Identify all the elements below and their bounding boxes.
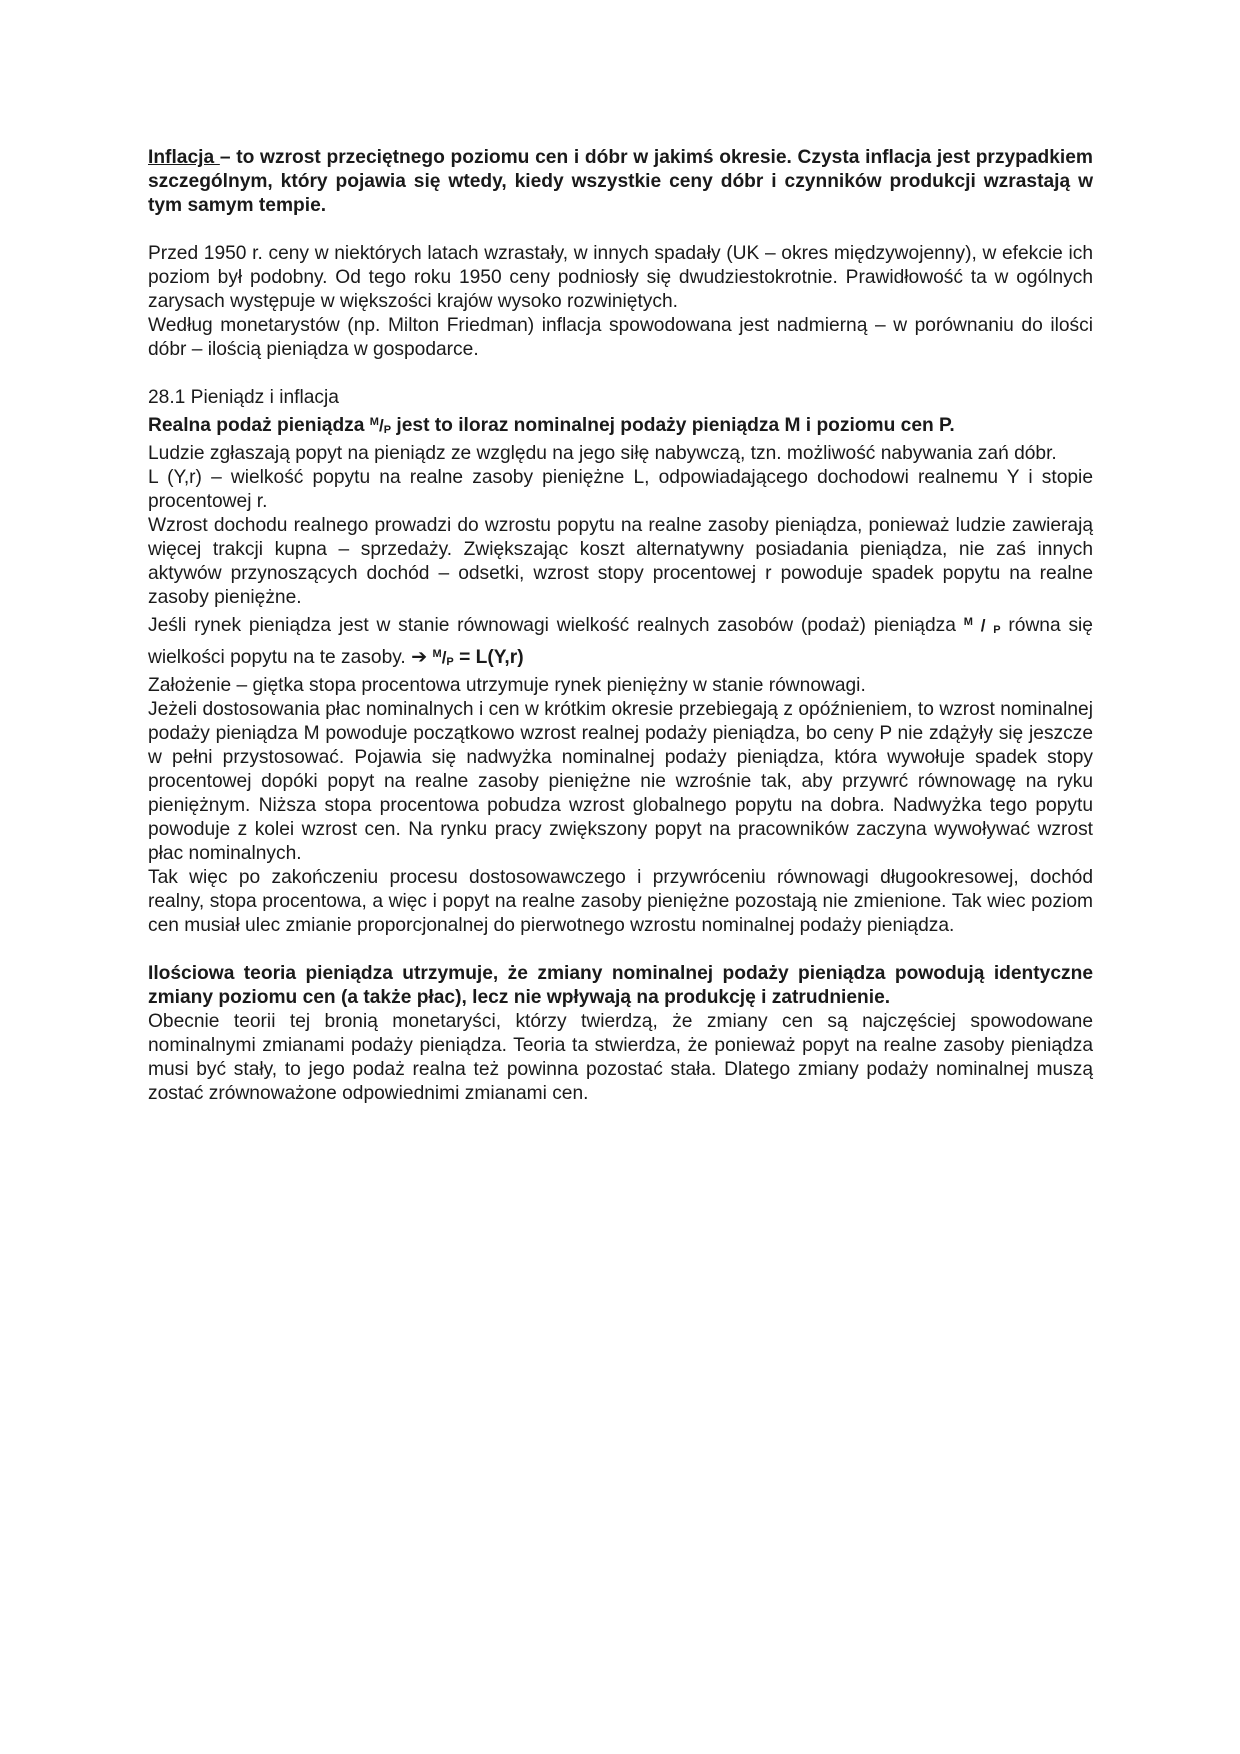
real-supply-label: Realna podaż pieniądza [148, 415, 365, 436]
fraction-denominator: P [383, 424, 392, 436]
inflation-definition [148, 146, 1093, 218]
section-heading: 28.1 Pieniądz i inflacja [148, 387, 339, 408]
fraction-numerator: M [963, 616, 973, 628]
m-over-p-fraction [433, 647, 454, 668]
income-growth-paragraph: Wzrost dochodu realnego prowadzi do wzrostu popytu na realne zasoby pieniądza, ponieważ ludzie zawierają więcej trakcji kupna – sprzedaży. Zwiększając koszt alternatywny posiadania pieniądza, nie zaś innych aktywów przynoszących dochód – odsetki, wzrost stopy procentowej r powoduje spadek popytu na realne zasoby pieniężne. [148, 515, 1093, 608]
quantity-theory-paragraph: Obecnie teorii tej bronią monetaryści, którzy twierdzą, że zmiany cen są najczęściej spowodowane nominalnymi zmianami podaży pieniądza. Teoria ta stwierdza, że ponieważ popyt na realne zasoby pieniądza musi być stały, to jego podaż realna też powinna pozostać stała. Dlatego zmiany podaży nominalnej muszą zostać zrównoważone odpowiednimi zmianami cen. [148, 1011, 1093, 1104]
fraction-denominator: P [993, 624, 1001, 636]
spacer [148, 938, 1093, 962]
demand-paragraph: Ludzie zgłaszają popyt na pieniądz ze względu na jego siłę nabywczą, tzn. możliwość nabywania zań dóbr. [148, 443, 1057, 464]
fraction-denominator: P [446, 656, 454, 668]
equation-rhs: = L(Y,r) [459, 647, 524, 668]
fraction-slash: / [441, 648, 447, 667]
document-body [148, 146, 1093, 1106]
m-over-p-fraction [370, 415, 391, 436]
conclusion-paragraph: Tak więc po zakończeniu procesu dostosowawczego i przywróceniu równowagi długookresowej, dochód realny, stopa procentowa, a więc i popyt na realne zasoby pieniężne pozostają nie zmienione. Tak wiec poziom cen musiał ulec zmianie proporcjonalnej do pierwotnego wzrostu nominalnej podaży pieniądza. [148, 867, 1093, 936]
equilibrium-text-start: Jeśli rynek pieniądza jest w stanie równowagi wielkość realnych zasobów (podaż) pieniądza [148, 615, 956, 636]
implies-arrow-icon: ➔ [411, 647, 428, 668]
fraction-numerator: M [369, 416, 379, 428]
adjustment-paragraph: Jeżeli dostosowania płac nominalnych i cen w krótkim okresie przebiegają z opóźnieniem, to wzrost nominalnej podaży pieniądza M powoduje początkowo wzrost realnej podaży pieniądza, bo ceny P nie zdążyły się jeszcze w pełni przystosować. Pojawia się nadwyżka nominalnej podaży pieniądza, która wywołuje spadek stopy procentowej dopóki popyt na realne zasoby pieniężne nie wzrośnie tak, aby przywrć równowagę na ryku pieniężnym. Niższa stopa procentowa pobudza wzrost globalnego popytu na dobra. Nadwyżka tego popytu powoduje z kolei wzrost cen. Na rynku pracy zwiększony popyt na pracowników zaczyna wywoływać wzrost płac nominalnych. [148, 699, 1093, 864]
spacer [148, 362, 1093, 386]
inflation-term: Inflacja [148, 147, 220, 168]
fraction-numerator: M [432, 648, 442, 660]
monetarist-paragraph: Według monetarystów (np. Milton Friedman) inflacja spowodowana jest nadmierną – w porównaniu do ilości dóbr – ilością pieniądza w gospodarce. [148, 315, 1093, 360]
l-definition-paragraph: L (Y,r) – wielkość popytu na realne zasoby pieniężne L, odpowiadającego dochodowi realnemu Y i stopie procentowej r. [148, 467, 1093, 512]
equilibrium-text-end: równa się wielkości popytu na te zasoby. [148, 615, 1093, 668]
equilibrium-paragraph [148, 610, 1093, 674]
real-supply-text: jest to iloraz nominalnej podaży pieniądza M i poziomu cen P. [396, 415, 955, 436]
quantity-theory-definition: Ilościowa teoria pieniądza utrzymuje, że zmiany nominalnej podaży pieniądza powodują identyczne zmiany poziomu cen (a także płac), lecz nie wpływają na produkcję i zatrudnienie. [148, 963, 1093, 1008]
spacer [148, 218, 1093, 242]
fraction-slash: / [980, 616, 986, 635]
history-paragraph: Przed 1950 r. ceny w niektórych latach wzrastały, w innych spadały (UK – okres międzywojenny), w efekcie ich poziom był podobny. Od tego roku 1950 ceny podniosły się dwudziestokrotnie. Prawidłowość ta w ogólnych zarysach występuje w większości krajów wysoko rozwiniętych. [148, 243, 1093, 312]
inflation-definition-text: – to wzrost przeciętnego poziomu cen i dóbr w jakimś okresie. Czysta inflacja jest przypadkiem szczególnym, który pojawia się wtedy, kiedy wszystkie ceny dóbr i czynników produkcji wzrastają w tym samym tempie. [148, 147, 1093, 216]
fraction-slash: / [378, 416, 384, 435]
m-over-p-fraction [964, 615, 1001, 636]
real-money-supply-definition [148, 410, 1093, 442]
assumption-paragraph: Założenie – giętka stopa procentowa utrzymuje rynek pieniężny w stanie równowagi. [148, 675, 866, 696]
